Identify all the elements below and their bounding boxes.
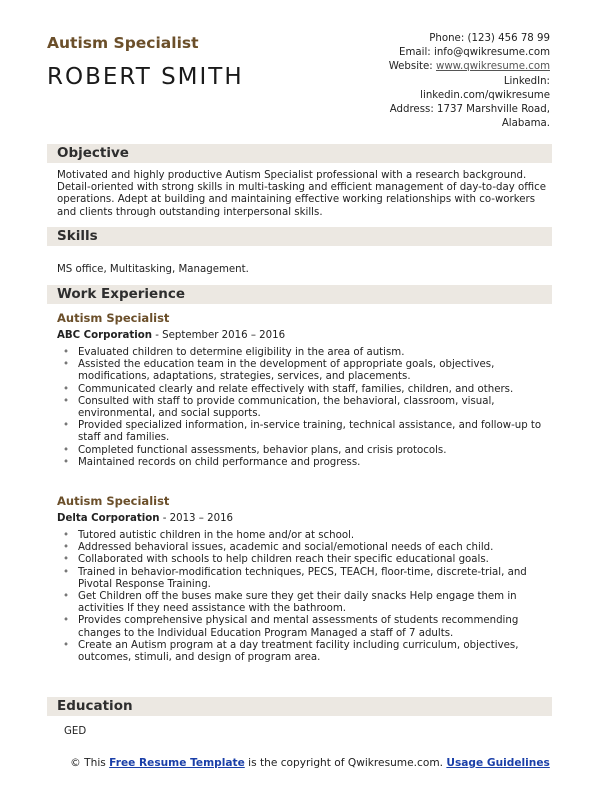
candidate-name: ROBERT SMITH xyxy=(47,64,244,90)
list-item: • Communicated clearly and relate effectively with staff, families, children, and others. xyxy=(62,384,544,396)
list-item: • Provides comprehensive physical and mental assessments of students recommending changes to the Individual Education Program Managed a staff of 7 adults. xyxy=(62,615,544,639)
job-2-role: Autism Specialist xyxy=(57,494,170,508)
skills-heading: Skills xyxy=(57,228,98,244)
job-1-company-line xyxy=(57,330,285,341)
linkedin-value: linkedin.com/qwikresume xyxy=(420,89,550,101)
list-item: • Collaborated with schools to help children reach their specific educational goals. xyxy=(62,554,544,566)
footer-middle: is the copyright of Qwikresume.com. xyxy=(244,757,447,769)
address-line xyxy=(290,103,550,117)
objective-section-header xyxy=(47,144,552,163)
contact-block xyxy=(290,32,550,131)
list-item: • Create an Autism program at a day treatment facility including curriculum, objectives, outcomes, stimuli, and design of program area. xyxy=(62,640,544,664)
skills-section-header xyxy=(47,227,552,246)
phone-value: (123) 456 78 99 xyxy=(467,33,550,44)
resume-job-title: Autism Specialist xyxy=(47,34,199,52)
phone-line xyxy=(290,32,550,46)
education-text: GED xyxy=(64,726,87,737)
email-line xyxy=(290,46,550,60)
list-item: • Addressed behavioral issues, academic and social/emotional needs of each child. xyxy=(62,542,544,554)
job-1-bullets xyxy=(62,347,544,469)
job-2-period: - 2013 – 2016 xyxy=(159,513,234,524)
job-2-company-line xyxy=(57,513,233,524)
work-experience-heading: Work Experience xyxy=(57,286,185,302)
list-item: • Assisted the education team in the development of appropriate goals, objectives, modifications, adaptations, strategies, services, and placements. xyxy=(62,359,544,383)
address-label: Address: xyxy=(389,104,434,116)
address-line-2: Alabama. xyxy=(501,118,550,130)
objective-heading: Objective xyxy=(57,145,129,161)
footer-prefix: © This xyxy=(70,757,110,769)
email-label: Email: xyxy=(399,47,431,59)
list-item: • Trained in behavior-modification techniques, PECS, TEACH, floor-time, discrete-trial, and Pivotal Response Training. xyxy=(62,567,544,591)
job-1-company: ABC Corporation xyxy=(57,330,152,341)
education-section-header xyxy=(47,697,552,716)
job-1-period: - September 2016 – 2016 xyxy=(151,330,286,341)
list-item: • Completed functional assessments, behavior plans, and crisis protocols. xyxy=(62,445,544,457)
linkedin-label: LinkedIn: xyxy=(503,75,550,87)
skills-text: MS office, Multitasking, Management. xyxy=(57,264,249,275)
work-experience-section-header xyxy=(47,285,552,304)
website-label: Website: xyxy=(388,61,433,73)
list-item: • Evaluated children to determine eligibility in the area of autism. xyxy=(62,347,544,359)
job-2-bullets xyxy=(62,530,544,664)
usage-guidelines-link[interactable]: Usage Guidelines xyxy=(446,757,550,769)
job-1-role: Autism Specialist xyxy=(57,311,170,325)
copyright-footer xyxy=(70,757,550,770)
email-value: info@qwikresume.com xyxy=(433,47,550,59)
list-item: • Consulted with staff to provide communication, the behavioral, classroom, visual, environmental, and social supports. xyxy=(62,396,544,420)
free-resume-template-link[interactable]: Free Resume Template xyxy=(109,757,245,769)
objective-text: Motivated and highly productive Autism Specialist professional with a research background. Detail-oriented with strong skills in multi-tasking and efficient management of day-to-day office operations. Adept at building and maintaining effective working relationships with co-workers and clients through outstanding interpersonal skills. xyxy=(57,170,546,218)
education-heading: Education xyxy=(57,698,133,714)
phone-label: Phone: xyxy=(429,33,465,44)
address-value: 1737 Marshville Road, xyxy=(437,104,550,116)
website-link[interactable]: www.qwikresume.com xyxy=(435,61,550,73)
job-2-company: Delta Corporation xyxy=(57,513,160,524)
list-item: • Get Children off the buses make sure they get their daily snacks Help engage them in activities If they need assistance with the bathroom. xyxy=(62,591,544,615)
list-item: • Tutored autistic children in the home and/or at school. xyxy=(62,530,544,542)
website-line xyxy=(290,60,550,74)
list-item: • Provided specialized information, in-service training, technical assistance, and follow-up to staff and families. xyxy=(62,420,544,444)
list-item: • Maintained records on child performance and progress. xyxy=(62,457,544,469)
